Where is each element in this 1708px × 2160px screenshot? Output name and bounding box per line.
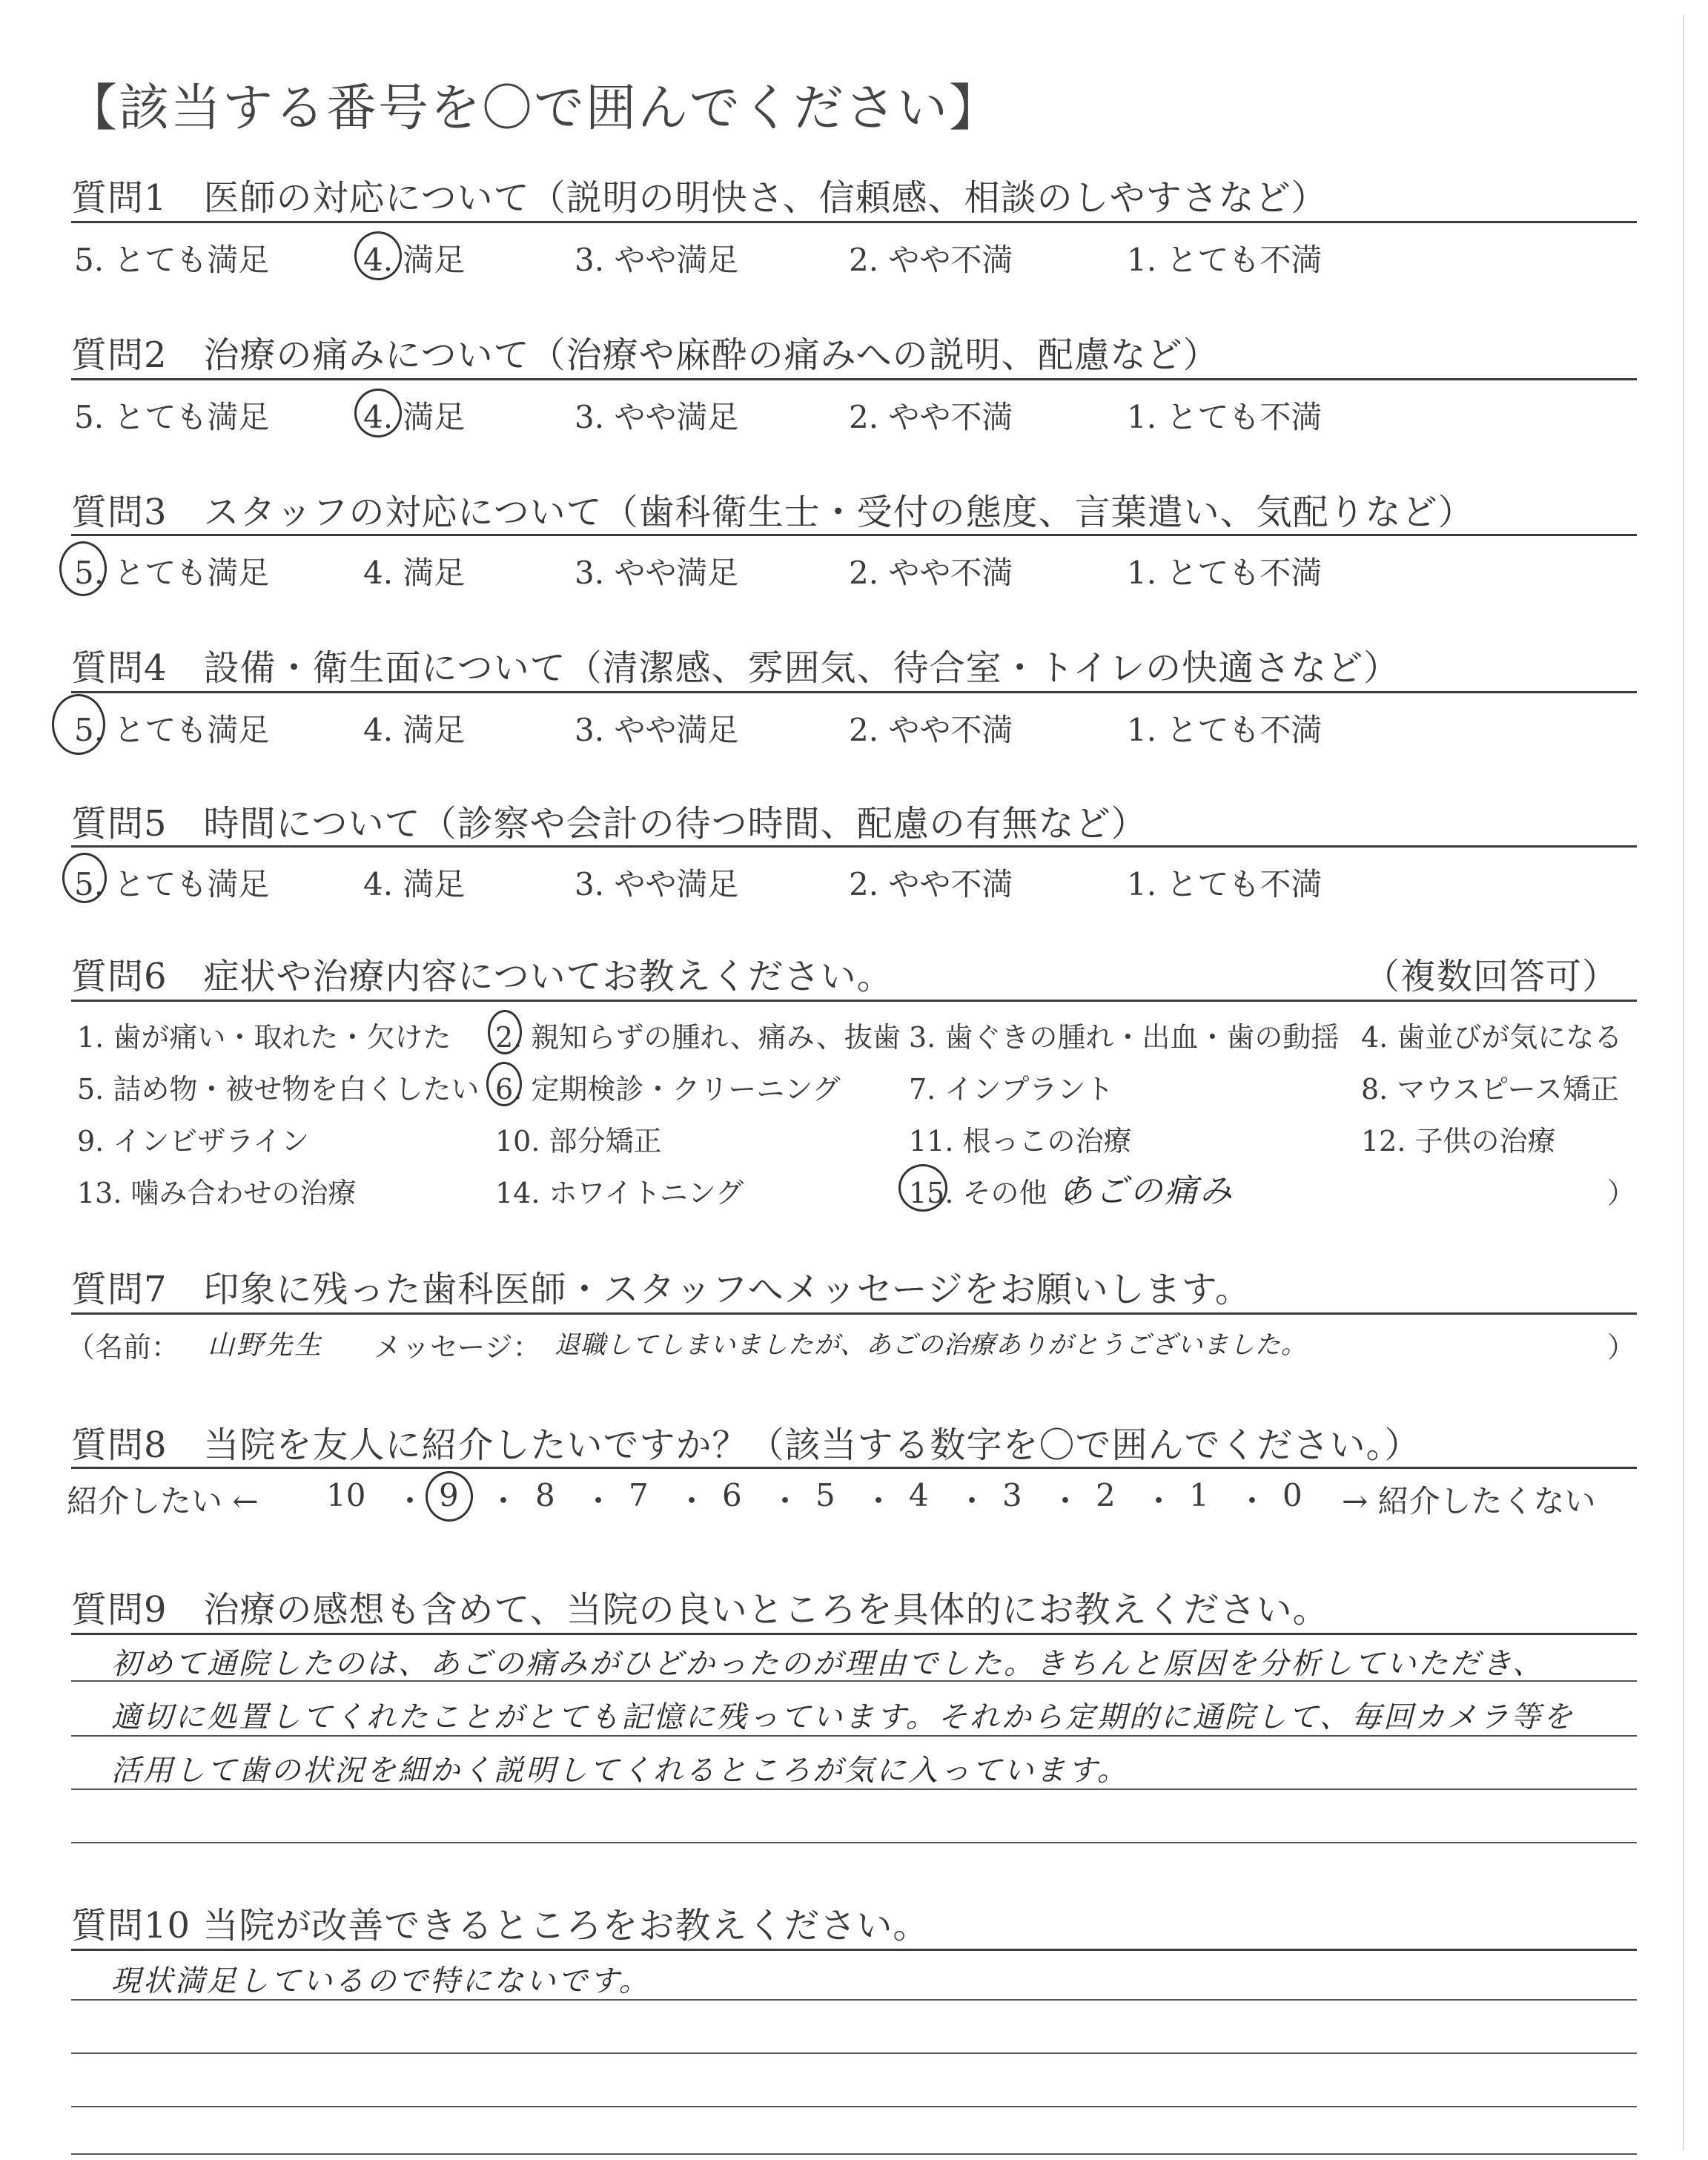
question-7-rule — [71, 1312, 1637, 1315]
q6-other-close: ） — [1607, 1177, 1636, 1209]
q3-option-1[interactable]: 1. とても不満 — [1127, 555, 1323, 591]
q8-dot: ・ — [676, 1483, 708, 1519]
q8-dot: ・ — [863, 1483, 895, 1519]
q2-option-4[interactable]: 4. 満足 — [363, 399, 466, 435]
q4-selection-circle — [52, 694, 105, 755]
q6-selection-circle-15 — [898, 1164, 947, 1212]
q8-dot: ・ — [1050, 1483, 1082, 1519]
question-1-title: 質問1 医師の対応について（説明の明快さ、信頼感、相談のしやすさなど） — [71, 177, 1328, 219]
q5-option-3[interactable]: 3. やや満足 — [575, 866, 739, 902]
q2-option-5[interactable]: 5. とても満足 — [74, 399, 270, 435]
question-8-rule — [71, 1467, 1637, 1469]
q7-name-label: （名前： — [67, 1331, 180, 1364]
q8-number-7[interactable]: 7 — [629, 1477, 649, 1513]
q6-other-text[interactable]: あごの痛み — [1060, 1172, 1234, 1210]
q3-option-2[interactable]: 2. やや不満 — [849, 555, 1013, 591]
q8-dot: ・ — [1237, 1483, 1268, 1519]
q9-answer-line-3[interactable]: 活用して歯の状況を細かく説明してくれるところが気に入っています。 — [111, 1754, 1129, 1788]
q2-option-2[interactable]: 2. やや不満 — [849, 399, 1013, 435]
question-5-rule — [71, 845, 1637, 848]
q4-option-5[interactable]: 5. とても満足 — [74, 712, 270, 748]
q1-option-5[interactable]: 5. とても満足 — [74, 242, 270, 278]
question-4-rule — [71, 691, 1637, 693]
q9-answer-line-2[interactable]: 適切に処置してくれたことがとても記憶に残っています。それから定期的に通院して、毎回カメラ等を — [111, 1700, 1575, 1734]
q5-option-1[interactable]: 1. とても不満 — [1127, 866, 1323, 902]
q6-selection-circle-6 — [486, 1062, 522, 1106]
q6-item-6[interactable]: 6. 定期検診・クリーニング — [495, 1073, 841, 1106]
q8-dot: ・ — [394, 1483, 426, 1519]
q8-number-0[interactable]: 0 — [1282, 1477, 1302, 1513]
q2-option-1[interactable]: 1. とても不満 — [1127, 399, 1323, 435]
q8-number-5[interactable]: 5 — [815, 1477, 835, 1513]
q6-item-10[interactable]: 10. 部分矯正 — [495, 1125, 662, 1157]
q1-option-3[interactable]: 3. やや満足 — [575, 242, 739, 278]
survey-header: 【該当する番号を〇で囲んでください】 — [67, 79, 1002, 138]
q3-selection-circle — [59, 541, 107, 596]
q7-message-label: メッセージ： — [374, 1331, 541, 1364]
question-1-rule — [71, 221, 1637, 223]
q8-dot: ・ — [583, 1483, 615, 1519]
q9-answer-line — [71, 1842, 1637, 1843]
q6-item-13[interactable]: 13. 噛み合わせの治療 — [77, 1177, 357, 1209]
q7-message-value[interactable]: 退職してしまいましたが、あごの治療ありがとうございました。 — [555, 1330, 1307, 1360]
q2-option-3[interactable]: 3. やや満足 — [575, 399, 739, 435]
q8-left-label: 紹介したい ← — [67, 1483, 259, 1519]
question-3-rule — [71, 534, 1637, 536]
q7-close: ） — [1607, 1331, 1636, 1364]
question-3-title: 質問3 スタッフの対応について（歯科衛生士・受付の態度、言葉遣い、気配りなど） — [71, 492, 1474, 533]
q4-option-4[interactable]: 4. 満足 — [363, 712, 466, 748]
q8-number-9[interactable]: 9 — [439, 1477, 459, 1513]
question-2-rule — [71, 378, 1637, 380]
question-9-title: 質問9 治療の感想も含めて、当院の良いところを具体的にお教えください。 — [71, 1589, 1329, 1631]
q6-item-9[interactable]: 9. インビザライン — [77, 1125, 310, 1157]
q4-option-2[interactable]: 2. やや不満 — [849, 712, 1013, 748]
question-4-title: 質問4 設備・衛生面について（清潔感、雰囲気、待合室・トイレの快適さなど） — [71, 647, 1400, 689]
q6-selection-circle-2 — [488, 1010, 522, 1054]
q3-option-4[interactable]: 4. 満足 — [363, 555, 466, 591]
q1-option-2[interactable]: 2. やや不満 — [849, 242, 1013, 278]
question-9-rule — [71, 1633, 1637, 1635]
q3-option-5[interactable]: 5. とても満足 — [74, 555, 270, 591]
q8-number-4[interactable]: 4 — [909, 1477, 929, 1513]
q6-item-8[interactable]: 8. マウスピース矯正 — [1361, 1073, 1619, 1106]
q8-right-label: → 紹介したくない — [1342, 1483, 1596, 1519]
question-10-title: 質問10 当院が改善できるところをお教えください。 — [71, 1905, 930, 1946]
question-8-title: 質問8 当院を友人に紹介したいですか？（該当する数字を〇で囲んでください。） — [71, 1424, 1421, 1466]
q8-dot: ・ — [488, 1483, 520, 1519]
q6-item-11[interactable]: 11. 根っこの治療 — [909, 1125, 1132, 1157]
q10-answer-line — [71, 2052, 1637, 2054]
q10-answer-line — [71, 2106, 1637, 2107]
q7-name-value[interactable]: 山野先生 — [208, 1330, 324, 1361]
q8-dot: ・ — [1143, 1483, 1175, 1519]
q5-option-2[interactable]: 2. やや不満 — [849, 866, 1013, 902]
q3-option-3[interactable]: 3. やや満足 — [575, 555, 739, 591]
q6-item-5[interactable]: 5. 詰め物・被せ物を白くしたい — [77, 1073, 480, 1106]
q5-option-4[interactable]: 4. 満足 — [363, 866, 466, 902]
q4-option-3[interactable]: 3. やや満足 — [575, 712, 739, 748]
q8-selection-circle — [426, 1471, 473, 1522]
q10-answer-line-1[interactable]: 現状満足しているので特にないです。 — [111, 1964, 651, 1998]
q6-item-14[interactable]: 14. ホワイトニング — [495, 1177, 744, 1209]
q6-item-12[interactable]: 12. 子供の治療 — [1361, 1125, 1556, 1157]
q5-option-5[interactable]: 5. とても満足 — [74, 866, 270, 902]
q10-answer-line — [71, 2153, 1637, 2155]
q1-option-4[interactable]: 4. 満足 — [363, 242, 466, 278]
q9-answer-line-1[interactable]: 初めて通院したのは、あごの痛みがひどかったのが理由でした。きちんと原因を分析していただき、 — [111, 1647, 1545, 1681]
scan-edge — [1683, 15, 1684, 2150]
q8-number-3[interactable]: 3 — [1002, 1477, 1022, 1513]
q4-option-1[interactable]: 1. とても不満 — [1127, 712, 1323, 748]
q6-item-4[interactable]: 4. 歯並びが気になる — [1361, 1021, 1623, 1054]
question-10-rule — [71, 1949, 1637, 1951]
q6-item-3[interactable]: 3. 歯ぐきの腫れ・出血・歯の動揺 — [909, 1021, 1340, 1054]
q5-selection-circle — [62, 853, 107, 903]
q2-selection-circle — [354, 389, 402, 437]
q8-dot: ・ — [769, 1483, 801, 1519]
q8-number-1[interactable]: 1 — [1189, 1477, 1209, 1513]
q8-number-2[interactable]: 2 — [1096, 1477, 1116, 1513]
q6-item-2[interactable]: 2. 親知らずの腫れ、痛み、抜歯 — [495, 1021, 901, 1054]
question-6-title: 質問6 症状や治療内容についてお教えください。 — [71, 956, 893, 997]
q8-dot: ・ — [956, 1483, 988, 1519]
q1-option-1[interactable]: 1. とても不満 — [1127, 242, 1323, 278]
q8-number-8[interactable]: 8 — [535, 1477, 555, 1513]
question-5-title: 質問5 時間について（診察や会計の待つ時間、配慮の有無など） — [71, 803, 1148, 845]
question-2-title: 質問2 治療の痛みについて（治療や麻酔の痛みへの説明、配慮など） — [71, 334, 1219, 376]
question-6-rule — [71, 1000, 1637, 1002]
question-7-title: 質問7 印象に残った歯科医師・スタッフへメッセージをお願いします。 — [71, 1269, 1251, 1310]
q6-item-7[interactable]: 7. インプラント — [909, 1073, 1114, 1106]
q8-number-6[interactable]: 6 — [722, 1477, 742, 1513]
q8-number-10[interactable]: 10 — [326, 1477, 366, 1513]
question-6-note: （複数回答可） — [1364, 956, 1619, 997]
q6-item-1[interactable]: 1. 歯が痛い・取れた・欠けた — [77, 1021, 451, 1054]
q6-item-15[interactable]: 15. その他（ — [909, 1177, 1076, 1209]
q1-selection-circle — [354, 231, 402, 280]
